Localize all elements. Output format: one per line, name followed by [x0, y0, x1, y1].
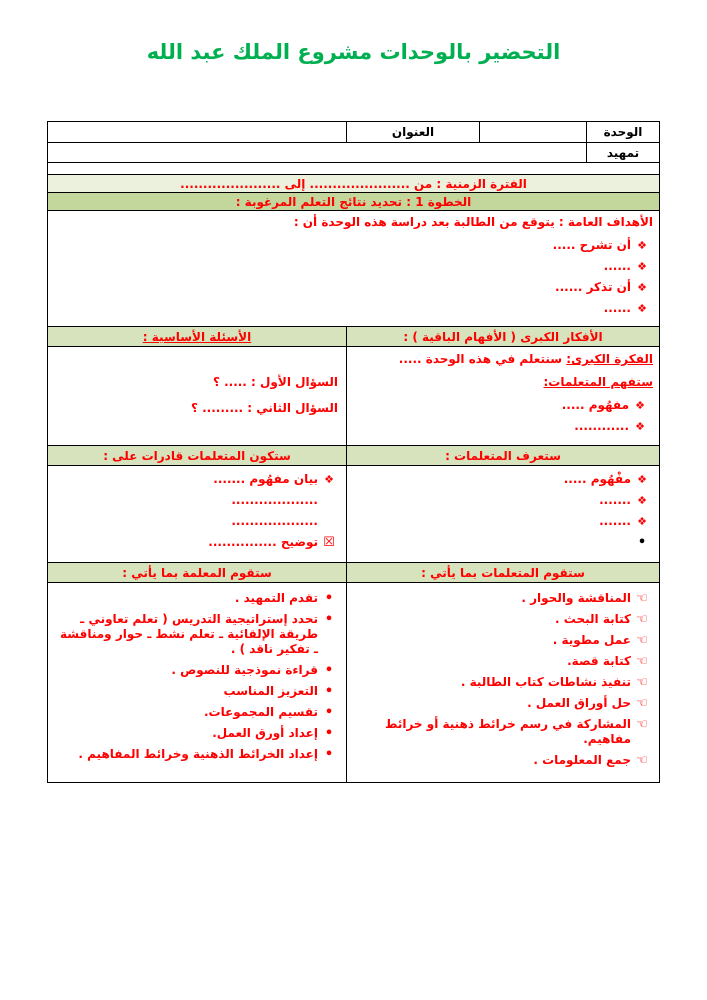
box-x-bullet-icon: ☒: [323, 535, 335, 550]
list-item: [52, 238, 649, 253]
diamond-bullet-icon: ❖: [637, 473, 647, 486]
know-text: .......: [599, 493, 631, 507]
teacher-task-text: إعداد أورق العمل.: [212, 726, 318, 740]
list-item: [52, 747, 336, 762]
big-ideas-list: [353, 398, 653, 434]
list-item: [52, 684, 336, 699]
student-task-text: حل أوراق العمل .: [527, 696, 631, 710]
student-task-text: عمل مطوية .: [552, 633, 631, 647]
know-able-body-row: [48, 465, 659, 562]
list-item: [52, 705, 336, 720]
will-be-able-header: ستكون المتعلمات قادرات على :: [103, 448, 291, 463]
essential-questions-header: الأسئلة الأساسية :: [142, 329, 252, 344]
blank-row: [48, 162, 659, 174]
diamond-bullet-icon: ❖: [637, 494, 647, 507]
goals-list: [52, 238, 655, 316]
list-item: [52, 663, 336, 678]
diamond-bullet-icon: ❖: [637, 302, 647, 315]
student-task-text: كتابة البحث .: [555, 612, 631, 626]
student-tasks-list: [351, 591, 655, 768]
student-task-text: كتابة قصة.: [567, 654, 631, 668]
list-item: [351, 753, 649, 768]
unit-plan-table: [47, 121, 660, 783]
list-item: [353, 398, 647, 413]
list-item: [52, 535, 336, 550]
list-item: [351, 654, 649, 669]
dot-bullet-icon: •: [324, 747, 334, 762]
list-item: [52, 726, 336, 741]
list-item: [52, 280, 649, 295]
will-know-cell: [346, 466, 659, 562]
time-period-row: الفترة الزمنية : من ...................... إلى ......................: [48, 174, 659, 192]
will-be-able-cell: [48, 466, 346, 562]
ideas-questions-header-row: [48, 326, 659, 346]
diamond-bullet-icon: ❖: [324, 473, 334, 486]
hand-bullet-icon: ☜: [636, 591, 648, 606]
list-item: [351, 514, 649, 529]
student-tasks-header: ستقوم المتعلمات بما يأتي :: [346, 563, 659, 582]
teacher-task-text: التعزيز المناسب: [223, 684, 318, 698]
dot-bullet-icon: •: [324, 684, 334, 699]
list-item: [351, 591, 649, 606]
list-item: [52, 514, 336, 529]
teacher-task-text: تقدم التمهيد .: [234, 591, 318, 605]
dot-bullet-icon: •: [324, 663, 334, 678]
intro-value-cell: [48, 143, 586, 162]
able-text: توضيح ...............: [208, 535, 318, 549]
hand-bullet-icon: ☜: [636, 612, 648, 627]
diamond-bullet-icon: ❖: [635, 399, 645, 412]
able-text: ...................: [231, 493, 318, 507]
teacher-task-text: قراءة نموذجية للنصوص .: [171, 663, 318, 677]
hand-bullet-icon: ☜: [636, 675, 648, 690]
diamond-bullet-icon: ❖: [635, 420, 645, 433]
goals-heading: الأهداف العامة : يتوقع من الطالبة بعد دراسة هذه الوحدة أن :: [293, 215, 653, 229]
intro-row: [48, 142, 659, 162]
diamond-bullet-icon: ❖: [637, 239, 647, 252]
hand-bullet-icon: ☜: [636, 753, 648, 768]
idea-text: مفهُوم .....: [561, 398, 629, 412]
list-item: [52, 301, 649, 316]
big-ideas-cell: [346, 347, 659, 445]
list-item: [351, 472, 649, 487]
will-know-list: [351, 472, 655, 550]
list-item: [52, 472, 336, 487]
hand-bullet-icon: ☜: [636, 696, 648, 711]
teacher-task-text: تقسيم المجموعات.: [203, 705, 318, 719]
ideas-questions-body-row: [48, 346, 659, 445]
diamond-bullet-icon: ❖: [637, 281, 647, 294]
goal-text: أن تشرح .....: [552, 238, 631, 252]
dot-bullet-icon: •: [324, 612, 334, 627]
diamond-bullet-icon: ❖: [637, 260, 647, 273]
student-tasks-cell: [346, 583, 659, 782]
dot-bullet-icon: •: [324, 591, 334, 606]
tasks-header-row: [48, 562, 659, 582]
know-text: مفْهُوم .....: [563, 472, 631, 486]
hand-bullet-icon: ☜: [636, 633, 648, 648]
will-know-header: ستعرف المتعلمات :: [346, 446, 659, 465]
dot-bullet-icon: •: [324, 705, 334, 720]
know-text: .......: [599, 514, 631, 528]
goal-text: ......: [603, 301, 631, 315]
able-text: ...................: [231, 514, 318, 528]
list-item: [52, 591, 336, 606]
big-idea-line: [353, 352, 653, 367]
will-understand-label: ستفهم المتعلمات:: [543, 375, 653, 389]
teacher-task-text: إعداد الخرائط الذهنية وخرائط المفاهيم .: [78, 747, 318, 761]
general-goals-section: [48, 210, 659, 326]
goal-text: أن تذكر ......: [555, 280, 631, 294]
unit-label-cell: الوحدة: [586, 122, 659, 142]
list-item: [351, 612, 649, 627]
student-task-text: تنفيذ نشاطات كتاب الطالبة .: [460, 675, 631, 689]
student-task-text: جمع المعلومات .: [533, 753, 631, 767]
list-item: [351, 493, 649, 508]
goal-text: ......: [603, 259, 631, 273]
tasks-body-row: [48, 582, 659, 782]
list-item: [351, 717, 649, 747]
question-2: السؤال الثاني : ......... ؟: [190, 401, 338, 415]
know-able-header-row: [48, 445, 659, 465]
essential-questions-cell: [48, 347, 346, 445]
question-1: السؤال الأول : ..... ؟: [212, 375, 338, 389]
student-task-text: المناقشة والحوار .: [521, 591, 631, 605]
list-item: [351, 696, 649, 711]
list-item: [52, 612, 336, 657]
teacher-tasks-header: ستقوم المعلمة بما يأتي :: [122, 565, 272, 580]
hand-bullet-icon: ☜: [636, 654, 648, 669]
list-item: [351, 633, 649, 648]
big-idea-label: الفكرة الكبرى:: [566, 352, 653, 366]
list-item: [351, 535, 649, 550]
hand-bullet-icon: ☜: [636, 717, 648, 732]
big-idea-rest: سنتعلم في هذه الوحدة .....: [398, 352, 567, 366]
list-item: [351, 675, 649, 690]
diamond-bullet-icon: ❖: [637, 515, 647, 528]
unit-value-cell: [479, 122, 586, 142]
header-row-unit-title: [48, 122, 659, 142]
teacher-tasks-cell: [48, 583, 346, 782]
dot-bullet-icon: •: [637, 535, 647, 550]
will-be-able-list: [52, 472, 342, 550]
list-item: [353, 419, 647, 434]
able-text: بيان مفهُوم .......: [213, 472, 318, 486]
idea-text: ............: [574, 419, 629, 433]
list-item: [52, 259, 649, 274]
list-item: [52, 493, 336, 508]
teacher-task-text: تحدد إستراتيجية التدريس ( تعلم تعاوني ـ طريقة الإلقائية ـ تعلم نشط ـ حوار ومناقشة ـ تفكير ناقد ) .: [60, 612, 318, 656]
big-ideas-header: الأفكار الكبرى ( الأفهام الباقية ) :: [346, 327, 659, 346]
step1-header: الخطوة 1 : تحديد نتائج التعلم المرغوبة :: [48, 192, 659, 210]
intro-label-cell: تمهيد: [586, 143, 659, 162]
title-label-cell: العنوان: [346, 122, 479, 142]
teacher-tasks-list: [52, 591, 342, 762]
student-task-text: المشاركة في رسم خرائط ذهنية أو خرائط مفاهيم.: [384, 717, 631, 746]
title-value-cell: [48, 122, 346, 142]
dot-bullet-icon: •: [324, 726, 334, 741]
page-title: التحضير بالوحدات مشروع الملك عبد الله: [146, 40, 561, 64]
